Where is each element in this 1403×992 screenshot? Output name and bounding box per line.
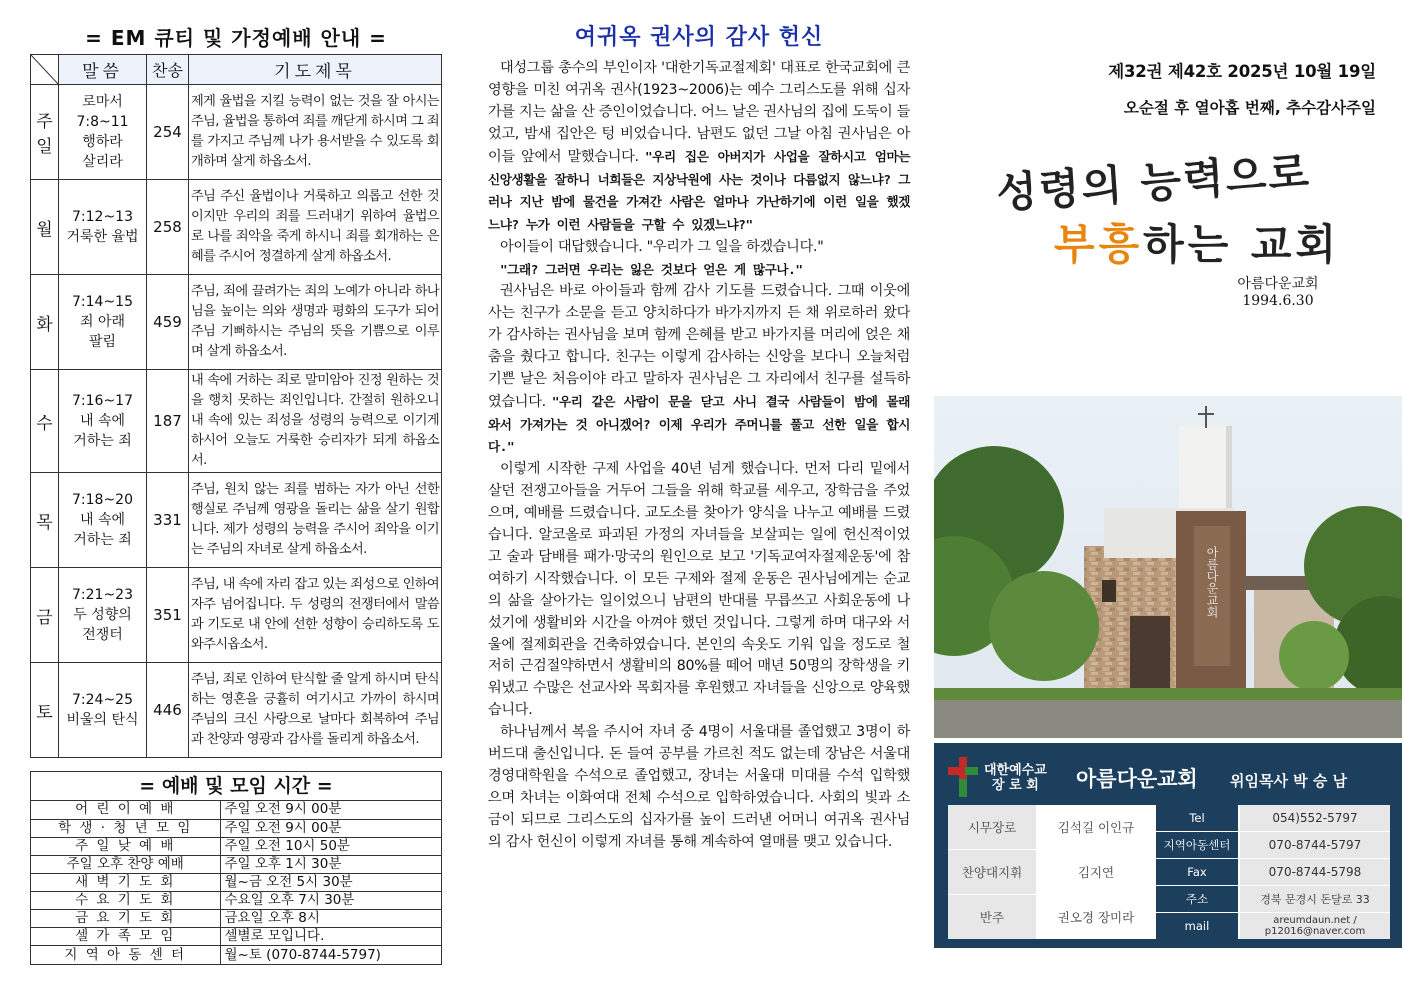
service-name: 어 린 이 예 배 xyxy=(31,801,220,819)
prayer-text: 내 속에 거하는 죄로 말미암아 진정 원하는 것을 행치 못하는 죄인입니다. 간절히 원하오니 내 속에 있는 죄성을 성령의 능력으로 이기게 하시어 오늘도 거룩한 승리자가 되게 하옵소서. xyxy=(189,370,442,473)
contact-value: areumdaun.net / p12016@naver.com xyxy=(1240,913,1390,939)
service-times-box xyxy=(30,771,442,965)
article-paragraph: 아이들이 대답했습니다. "우리가 그 일을 하겠습니다." xyxy=(500,239,824,256)
prayer-text: 주님, 원치 않는 죄를 범하는 자가 아닌 선한 행실로 주님께 영광을 돌리는 삶을 살기 원합니다. 제가 성령의 능력을 주시어 죄악을 이기는 주님의 자녀로 살게 하옵소서. xyxy=(189,473,442,568)
article-paragraph xyxy=(488,281,910,459)
service-name: 주 일 낮 예 배 xyxy=(31,837,220,855)
service-time: 주일 오전 10시 50분 xyxy=(220,837,441,855)
issue-info: 제32권 제42호 2025년 10월 19일 xyxy=(1108,62,1376,81)
service-time: 월~토 (070-8744-5797) xyxy=(224,946,381,963)
contact-value: 경북 문경시 돈달로 33 xyxy=(1240,886,1390,912)
diagonal-header-cell xyxy=(31,55,59,85)
article-paragraph: 하나님께서 복을 주시어 자녀 중 4명이 서울대를 졸업했고 3명이 하버드대 출신입니다. 돈 들여 공부를 가르친 적도 없는데 장남은 서울대 경영대학원을 수석으로 졸업했고, 장녀는 서울대 미대를 수석 입학했으며 차녀는 이화여대 전체 수석으로 입학하였습니다. 사회의 빛과 소금이 되므로 그리스도의 십자가를 높이 드러낸 어머니 여귀옥 권사님의 감사 헌신이 이렇게 자녀를 통해 계속하여 열매를 맺고 있습니다. xyxy=(488,724,910,850)
info-grid xyxy=(948,805,1390,939)
cover-section xyxy=(934,0,1402,992)
service-name: 수 요 기 도 회 xyxy=(31,891,220,909)
service-row xyxy=(31,928,441,946)
church-name-small xyxy=(1218,276,1338,310)
founded-date: 1994.6.30 xyxy=(1242,293,1314,309)
article-title: 여귀옥 권사의 감사 헌신 xyxy=(574,25,824,50)
contact-label: Fax xyxy=(1156,859,1238,885)
verse-ref: 7:14~15 죄 아래 팔림 xyxy=(59,275,147,370)
denom-line-2: 장 로 회 xyxy=(992,778,1039,793)
qt-section xyxy=(30,24,442,758)
hymn-number: 459 xyxy=(147,275,189,370)
service-name: 주일 오후 찬양 예배 xyxy=(31,855,220,873)
prayer-text: 주님, 죄에 끌려가는 죄의 노예가 아니라 하나님을 높이는 의와 생명과 평화의 도구가 되어 주님 기뻐하시는 주님의 뜻을 기쁨으로 이루며 살게 하옵소서. xyxy=(189,275,442,370)
verse-ref: 7:12~13 거룩한 율법 xyxy=(59,180,147,275)
article-text: 대성그룹 총수의 부인이자 '대한기독교절제회' 대표로 한국교회에 큰 영향을 미친 여귀옥 권사(1923~2006)는 예수 그리스도를 위해 십자가를 지는 삶을 산 증인이었습니다. 어느 날은 권사님의 집에 도둑이 들었고, 밤새 집안은 텅 비었습니다. 남편도 없던 그날 아침 권사님은 아이들 앞에서 말했습니다. xyxy=(488,60,910,165)
service-time: 주일 오후 1시 30분 xyxy=(220,855,441,873)
contact-value: 070-8744-5798 xyxy=(1240,859,1390,885)
service-name: 학 생 · 청 년 모 임 xyxy=(31,819,220,837)
hymn-number: 187 xyxy=(147,370,189,473)
qt-row-tuesday xyxy=(31,275,442,370)
service-row xyxy=(31,873,441,891)
contact-label: 지역아동센터 xyxy=(1156,832,1238,858)
motto-highlight: 부흥 xyxy=(1054,220,1144,269)
contact-value: 054)552-5797 xyxy=(1240,805,1390,831)
day-label: 주 일 xyxy=(31,85,59,180)
service-times-title: = 예배 및 모임 시간 = xyxy=(31,772,441,801)
article-quote: "그래? 그러면 우리는 잃은 것보다 얻은 게 많구나." xyxy=(500,262,803,278)
hymn-number: 331 xyxy=(147,473,189,568)
service-times-table xyxy=(31,801,441,964)
verse-ref: 7:16~17 내 속에 거하는 죄 xyxy=(59,370,147,473)
article-body xyxy=(488,58,910,854)
header-prayer: 기도제목 xyxy=(189,55,442,85)
verse-ref: 7:24~25 비울의 탄식 xyxy=(59,663,147,758)
denom-line-1: 대한예수교 xyxy=(984,763,1047,778)
church-name: 아름다운교회 xyxy=(1076,767,1198,791)
season-info: 오순절 후 열아홉 번째, 추수감사주일 xyxy=(1123,99,1376,117)
header-hymn: 찬송 xyxy=(147,55,189,85)
motto-line-2 xyxy=(1054,212,1340,272)
cross-logo-icon xyxy=(948,757,978,797)
verse-ref: 로마서 7:8~11 행하라 살리라 xyxy=(59,85,147,180)
qt-row-wednesday xyxy=(31,370,442,473)
contact-label: mail xyxy=(1156,913,1238,939)
service-row xyxy=(31,819,441,837)
service-row xyxy=(31,801,441,819)
service-time: 금요일 오후 8시 xyxy=(220,910,441,928)
contact-label: 주소 xyxy=(1156,886,1238,912)
prayer-text: 주님, 죄로 인하여 탄식할 줄 알게 하시며 탄식하는 영혼을 긍휼히 여기시고 가까이 하시며 주님의 크신 사랑으로 날마다 회복하여 주님과 찬양과 영광과 감사를 돌리게 하옵소서. xyxy=(189,663,442,758)
article-text: 권사님은 바로 아이들과 함께 감사 기도를 드렸습니다. 그때 이웃에 사는 친구가 소문을 듣고 양치하다가 바가지까지 든 채 위로하러 왔다가 감사하는 권사님을 보며 함께 은혜를 받고 바가지를 머리에 얹은 채 춤을 췄다고 합니다. 친구는 이렇게 감사하는 신앙을 보다니 오늘처럼 기쁜 날은 처음이야 라고 말하자 권사님은 그 자리에서 친구를 설득하였습니다. xyxy=(488,283,910,410)
pastor-name: 위임목사 박 승 남 xyxy=(1230,772,1348,790)
day-label: 화 xyxy=(31,275,59,370)
qt-row-saturday xyxy=(31,663,442,758)
motto-line-1: 성령의 능력으로 xyxy=(994,147,1313,218)
church-photo xyxy=(934,396,1402,738)
article-quote: "우리 같은 사람이 문을 닫고 사니 결국 사람들이 밤에 몰래 와서 가져가는 것 아니겠어? 이제 우리가 주머니를 풀고 선한 일을 합시다." xyxy=(488,393,910,455)
role-value: 권오경 장미라 xyxy=(1057,910,1135,925)
photo-sign-text: 아름다운교회 xyxy=(1205,546,1219,618)
qt-row-friday xyxy=(31,568,442,663)
qt-row-monday xyxy=(31,180,442,275)
day-label: 토 xyxy=(31,663,59,758)
day-label: 월 xyxy=(31,180,59,275)
contact-label: Tel xyxy=(1156,805,1238,831)
service-name: 새 벽 기 도 회 xyxy=(31,873,220,891)
service-time: 수요일 오후 7시 30분 xyxy=(220,891,441,909)
article-paragraph: 이렇게 시작한 구제 사업을 40년 넘게 했습니다. 먼저 다리 밑에서 살던 전쟁고아들을 거두어 그들을 위해 학교를 세우고, 장학금을 주었으며, 예배를 드렸습니다. 교도소를 찾아가 양식을 나누고 예배를 드렸습니다. 알코올로 파괴된 가정의 자녀들을 보살피는 일에 헌신적이었고 술과 담배를 패가·망국의 원인으로 보고 '기독교여자절제운동'에 참여하기 시작했습니다. 이 모든 구제와 절제 운동은 권사님에게는 순교의 삶을 살아가는 일이었으니 남편의 반대를 무릅쓰고 사회운동에 나섰기에 생활비와 시간을 아껴야 했던 것입니다. 그렇게 하며 대구와 서울에 절제회관을 건축하였습니다. 본인의 속옷도 기워 입을 정도로 철저히 근검절약하면서 생활비의 80%를 떼어 매년 50명의 장학생을 키워냈고 수많은 선교사와 목회자를 후원했고 자녀들을 신앙으로 양육했습니다. xyxy=(488,461,910,719)
prayer-text: 주님 주신 율법이나 거룩하고 의롭고 선한 것이지만 우리의 죄를 드러내기 위하여 율법으로 나를 죄악을 죽게 하시니 죄를 회개하는 은혜를 주시어 정결하게 살게 하옵소서. xyxy=(189,180,442,275)
service-name: 지 역 아 동 센 터 xyxy=(31,946,220,964)
role-value: 김석길 이인규 xyxy=(1057,820,1135,835)
verse-ref: 7:21~23 두 성향의 전쟁터 xyxy=(59,568,147,663)
qt-table xyxy=(30,54,442,758)
service-row xyxy=(31,910,441,928)
service-time: 월~금 오전 5시 30분 xyxy=(220,873,441,891)
article-paragraph xyxy=(488,58,910,237)
hymn-number: 351 xyxy=(147,568,189,663)
service-row xyxy=(31,891,441,909)
article-section xyxy=(488,22,910,854)
service-name: 셀 가 족 모 임 xyxy=(31,928,220,946)
day-label: 수 xyxy=(31,370,59,473)
role-value: 김지연 xyxy=(1077,865,1115,880)
service-row xyxy=(31,837,441,855)
article-quote: "우리 집은 아버지가 사업을 잘하시고 엄마는 신앙생활을 잘하니 너희들은 지상낙원에 사는 것이나 다름없지 않느냐? 그러나 지난 밤에 물건을 가져간 사람은 얼마나 가난하기에 이런 일을 했겠느냐? 누가 이런 사람들을 구할 수 있겠느냐?" xyxy=(488,148,911,233)
qt-row-thursday xyxy=(31,473,442,568)
service-time: 주일 오전 9시 00분 xyxy=(220,819,441,837)
day-label: 금 xyxy=(31,568,59,663)
role-label: 찬양대지휘 xyxy=(948,850,1036,894)
prayer-text: 주님, 내 속에 자리 잡고 있는 죄성으로 인하여 자주 넘어집니다. 두 성령의 전쟁터에서 말씀과 기도로 내 안에 선한 성향이 승리하도록 도와주시옵소서. xyxy=(189,568,442,663)
service-time: 주일 오전 9시 00분 xyxy=(220,801,441,819)
service-row xyxy=(31,855,441,873)
service-time: 셀별로 모입니다. xyxy=(220,928,441,946)
church-name-text: 아름다운교회 xyxy=(1237,276,1319,292)
verse-ref: 7:18~20 내 속에 거하는 죄 xyxy=(59,473,147,568)
hymn-number: 254 xyxy=(147,85,189,180)
role-label: 반주 xyxy=(948,895,1036,939)
role-label: 시무장로 xyxy=(948,805,1036,849)
contact-value: 070-8744-5797 xyxy=(1240,832,1390,858)
qt-row-sunday xyxy=(31,85,442,180)
prayer-text: 제게 율법을 지킬 능력이 없는 것을 잘 아시는 주님, 율법을 통하여 죄를 깨닫게 하시며 그 죄를 가지고 주님께 나가 용서받을 수 있도록 회개하며 살게 하옵소서. xyxy=(189,85,442,180)
qt-title: = EM 큐티 및 가정예배 안내 = xyxy=(85,26,387,50)
church-info-panel xyxy=(934,743,1402,948)
denomination xyxy=(984,763,1047,793)
hymn-number: 258 xyxy=(147,180,189,275)
service-row xyxy=(31,946,441,964)
church-info-header xyxy=(934,743,1402,801)
service-name: 금 요 기 도 회 xyxy=(31,910,220,928)
motto-rest: 하는 교회 xyxy=(1143,220,1341,269)
hymn-number: 446 xyxy=(147,663,189,758)
day-label: 목 xyxy=(31,473,59,568)
header-verse: 말씀 xyxy=(59,55,147,85)
